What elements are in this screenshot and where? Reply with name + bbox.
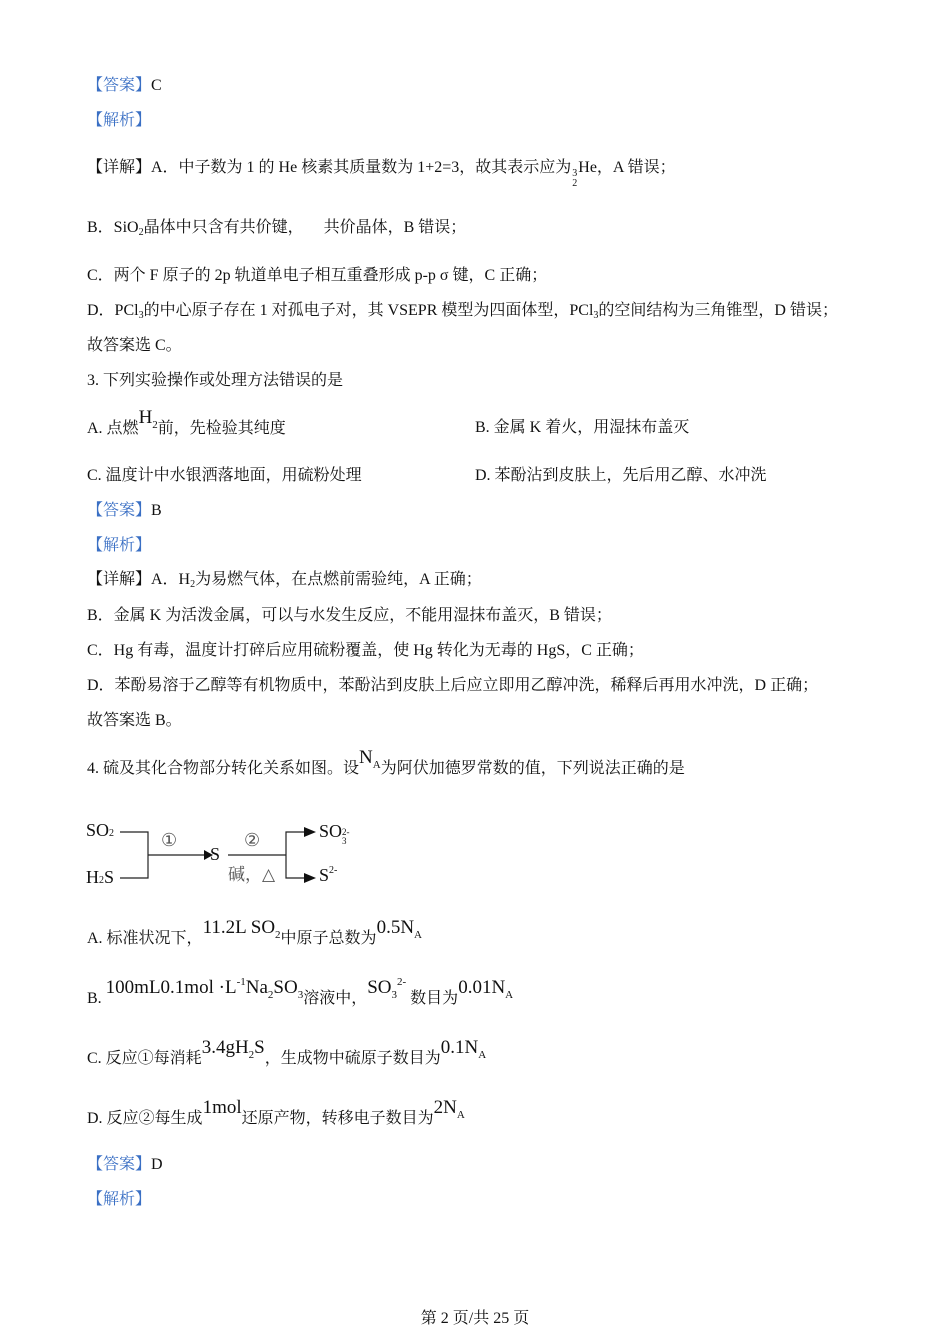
step2-label: ② (244, 830, 261, 850)
text: 的中心原子存在 1 对孤电子对，其 VSEPR 模型为四面体型，PCl (143, 302, 594, 319)
text: B (151, 502, 162, 519)
formula: 0.1N (440, 1037, 479, 1058)
text: D．PCl (87, 302, 139, 319)
text: D (151, 1156, 163, 1173)
subscript: 2 (275, 929, 281, 941)
text: 4. 硫及其化合物部分转化关系如图。设 (87, 760, 360, 777)
q3-option-b (475, 418, 689, 438)
text: 前，先检验其纯度 (157, 420, 286, 437)
h2s-label: H2S (86, 867, 115, 887)
formula: 11.2L SO (202, 917, 276, 938)
subscript: A (414, 929, 422, 941)
text: C．两个 F 原子的 2p 轨道单电子相互重叠形成 p-p σ 键，C 正确； (87, 267, 548, 284)
text: C. 温度计中水银洒落地面，用硫粉处理 (87, 467, 362, 484)
subscript: 3 (593, 310, 599, 321)
q4-answer (87, 1155, 163, 1175)
q2-detail-c (87, 266, 547, 286)
formula: 3.4gH (201, 1037, 249, 1058)
text: 为阿伏加德罗常数的值，下列说法正确的是 (380, 760, 685, 777)
sulfide-label: $S^{2-}$ (319, 865, 338, 885)
formula: 1mol (202, 1097, 242, 1118)
section-label: 【答案】 (87, 1156, 152, 1173)
subscript: 2 (267, 989, 274, 1001)
text: B. 金属 K 着火，用湿抹布盖灭 (475, 419, 690, 436)
text: D. 反应②每生成 (87, 1110, 203, 1127)
formula: 100mL0.1mol ·L (105, 977, 237, 998)
text: 的空间结构为三角锥型，D 错误； (598, 302, 838, 319)
atomic-number: 2 (572, 178, 578, 189)
q4-option-d (87, 1097, 465, 1130)
subscript: 3 (391, 989, 397, 1001)
formula: Na (245, 977, 268, 998)
superscript: -1 (236, 976, 246, 988)
formula: 0.01N (458, 977, 506, 998)
text: ，生成物中硫原子数目为 (264, 1050, 441, 1067)
text: C．Hg 有毒，温度计打碎后应用硫粉覆盖，使 Hg 转化为无毒的 HgS，C 正确； (87, 642, 644, 659)
text: B．SiO (87, 219, 139, 236)
subscript: A (505, 989, 514, 1001)
text: 数目为 (406, 990, 459, 1007)
q3-detail-a (87, 570, 482, 595)
formula: 0.5N (376, 917, 415, 938)
q2-detail-d (87, 301, 838, 326)
text: 【详解】A．中子数为 1 的 He 核素其质量数为 1+2=3，故其表示应为 (87, 159, 572, 176)
subscript: 2 (248, 1049, 255, 1061)
formula: N (359, 747, 373, 768)
formula: S (254, 1037, 265, 1058)
text: D. 苯酚沾到皮肤上，先后用乙醇、水冲洗 (475, 467, 767, 484)
sulfur-label: S (210, 844, 221, 864)
text: He，A 错误； (578, 159, 676, 176)
text: C. 反应①每消耗 (87, 1050, 202, 1067)
text: 溶液中， (303, 990, 368, 1007)
q2-conclusion (87, 336, 182, 356)
q3-option-a (87, 407, 286, 440)
q2-analysis-label (87, 111, 151, 131)
formula: SO (367, 977, 392, 998)
q3-detail-c (87, 641, 644, 661)
superscript: 2- (397, 976, 407, 988)
subscript: 2 (138, 227, 144, 238)
mass-number: 3 (572, 168, 578, 179)
text: A. 点燃 (87, 420, 139, 437)
text: 中原子总数为 (280, 930, 377, 947)
q3-conclusion (87, 711, 182, 731)
text: 共价晶体，B 错误； (323, 219, 467, 236)
page-number-footer: 第 2 页/共 25 页 (420, 1310, 530, 1327)
subscript: 2 (152, 419, 158, 431)
text: 【详解】A．H (87, 571, 191, 588)
subscript: A (478, 1049, 487, 1061)
q3-analysis-label (87, 536, 151, 556)
q4-option-a (87, 917, 422, 950)
subscript: A (372, 759, 381, 771)
q3-detail-b (87, 606, 612, 626)
q3-detail-d (87, 676, 818, 696)
text: 3. 下列实验操作或处理方法错误的是 (87, 372, 344, 389)
text: D．苯酚易溶于乙醇等有机物质中，苯酚沾到皮肤上后应立即用乙醇冲洗，稀释后再用水冲洗，D 正确； (87, 677, 819, 694)
q3-option-d (475, 466, 767, 486)
section-label: 【解析】 (87, 1191, 152, 1208)
condition-label: 碱，△ (228, 865, 276, 884)
text: 故答案选 C。 (87, 337, 182, 354)
q4-option-c (87, 1037, 487, 1070)
formula: SO (273, 977, 298, 998)
subscript: 3 (297, 989, 304, 1001)
subscript: 3 (138, 310, 144, 321)
q2-detail-a (87, 158, 676, 189)
formula: H (138, 407, 153, 428)
section-label: 【解析】 (87, 537, 152, 554)
q2-answer (87, 76, 162, 96)
q3-stem (87, 371, 343, 391)
text: 为易燃气体，在点燃前需验纯，A 正确； (195, 571, 482, 588)
subscript: A (456, 1109, 465, 1121)
text: 还原产物，转移电子数目为 (241, 1110, 434, 1127)
formula: 2N (433, 1097, 457, 1118)
section-label: 【解析】 (87, 112, 152, 129)
section-label: 【答案】 (87, 502, 152, 519)
so2-label: SO2 (86, 820, 115, 840)
q4-stem (87, 747, 685, 780)
step1-label: ① (161, 830, 178, 850)
q3-option-c (87, 466, 362, 486)
text: 晶体中只含有共价键， (143, 219, 304, 236)
nuclide-notation (572, 169, 577, 189)
text: C (151, 77, 162, 94)
text: A. 标准状况下， (87, 930, 203, 947)
subscript: 2 (190, 579, 196, 590)
text: B．金属 K 为活泼金属，可以与水发生反应，不能用湿抹布盖灭，B 错误； (87, 607, 612, 624)
text: 故答案选 B。 (87, 712, 182, 729)
q2-detail-b (87, 218, 466, 243)
q3-answer (87, 501, 162, 521)
sulfur-conversion-diagram (86, 812, 366, 892)
text: B. (87, 990, 106, 1007)
section-label: 【答案】 (87, 77, 152, 94)
q4-analysis-label (87, 1190, 151, 1210)
sulfite-label: SO 2- 3 (319, 821, 350, 846)
